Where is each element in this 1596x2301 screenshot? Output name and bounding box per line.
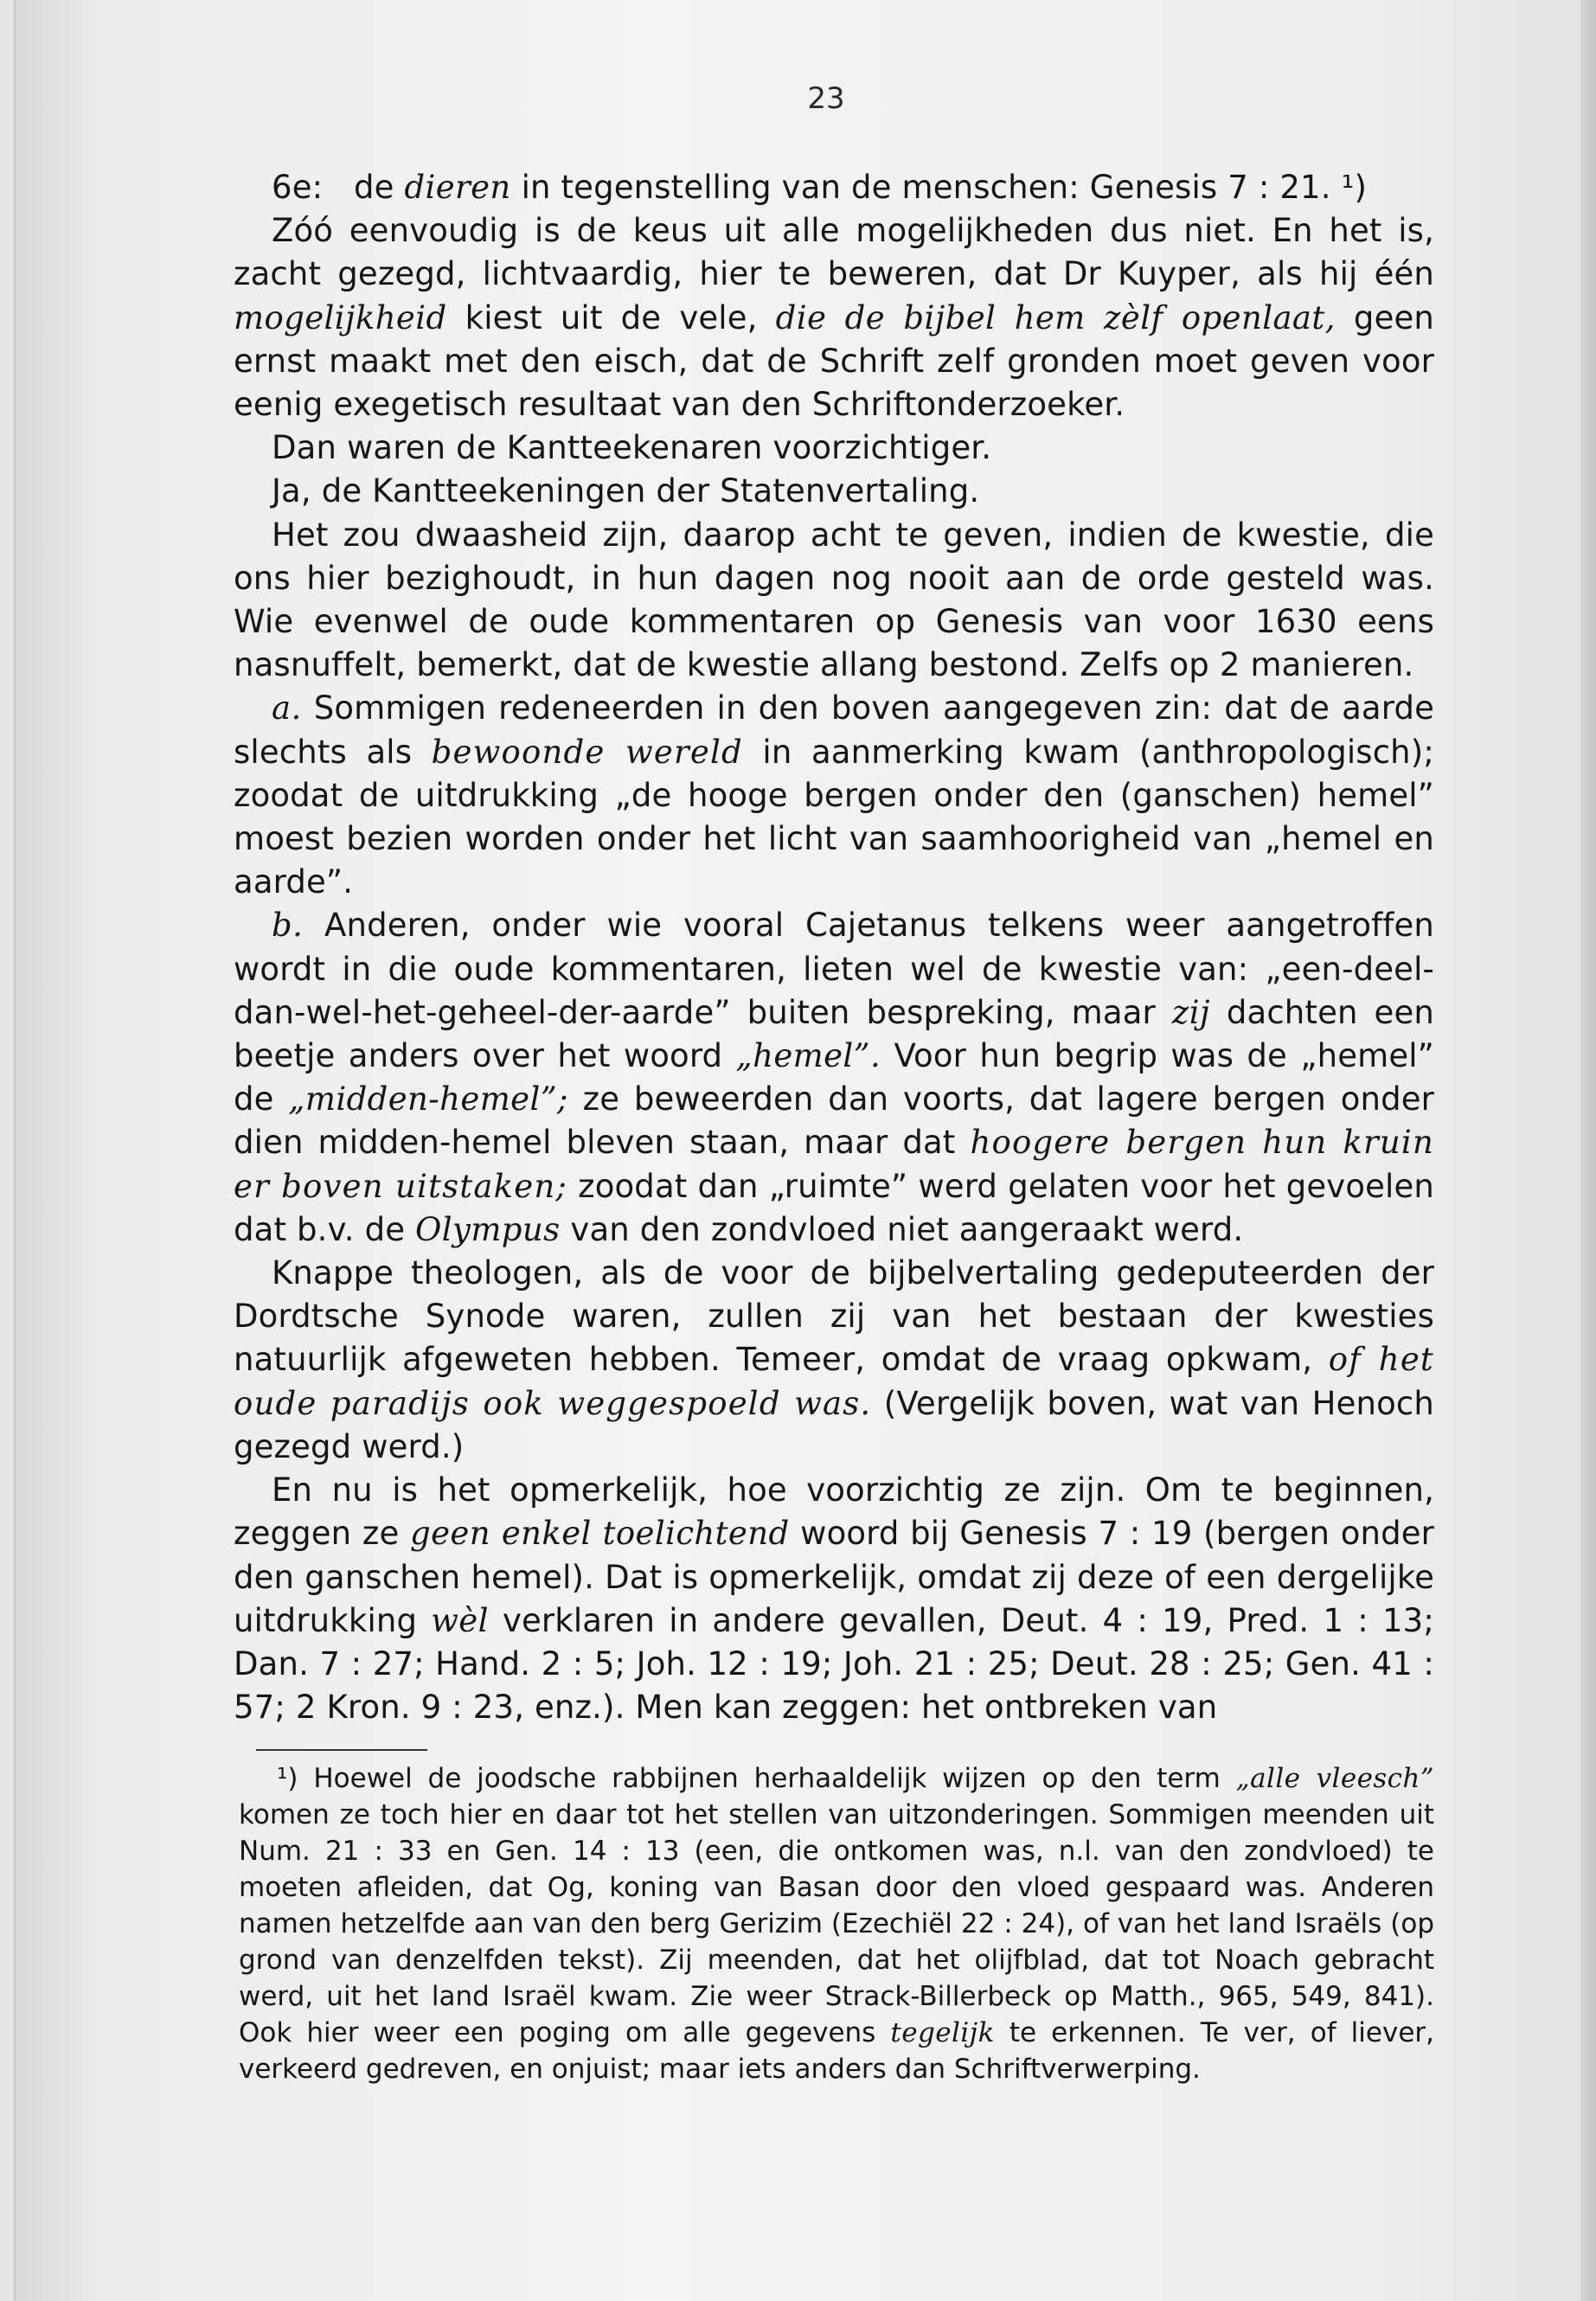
paragraph: Zóó eenvoudig is de keus uit alle mogelijkheden dus niet. En het is, zacht gezegd, lichtvaardig, hier te beweren, dat Dr Kuyper, als hij één mogelijkheid kiest uit de vele, die de bijbel hem zèlf openlaat, geen ernst maakt met den eisch, dat de Schrift zelf gronden moet geven voor eenig exegetisch resultaat van den Schriftonderzoeker. <box>234 212 1434 424</box>
paragraph: a. Sommigen redeneerden in den boven aangegeven zin: dat de aarde slechts als bewoonde wereld in aanmerking kwam (anthropologisch); zoodat de uitdrukking „de hooge bergen onder den (ganschen) hemel” moest bezien worden onder het licht van saamhoorigheid van „hemel en aarde”. <box>234 689 1434 901</box>
footnote: ¹) Hoewel de joodsche rabbijnen herhaaldelijk wijzen op den term „alle vleesch” komen ze toch hier en daar tot het stellen van uitzonderingen. Sommigen meenden uit Num. 21 : 33 en Gen. 14 : 13 (een, die ontkomen was, n.l. van den zondvloed) te moeten afleiden, dat Og, koning van Basan door den vloed gespaard was. Anderen namen hetzelfde aan van den berg Gerizim (Ezechiël 22 : 24), of van het land Israëls (op grond van denzelfden tekst). Zij meenden, dat het olijfblad, dat tot Noach gebracht werd, uit het land Israël kwam. Zie weer Strack-Billerbeck op Matth., 965, 549, 841). Ook hier weer een poging om alle gegevens tegelijk te erkennen. Te ver, of liever, verkeerd gedreven, en onjuist; maar iets anders dan Schriftverwerping. <box>239 1763 1434 2085</box>
page-number: 23 <box>807 81 845 116</box>
paragraph: Het zou dwaasheid zijn, daarop acht te geven, indien de kwestie, die ons hier bezighoudt, in hun dagen nog nooit aan de orde gesteld was. Wie evenwel de oude kommentaren op Genesis van voor 1630 eens nasnuffelt, bemerkt, dat de kwestie allang bestond. Zelfs op 2 manieren. <box>234 516 1434 684</box>
footnote-separator <box>256 1749 427 1751</box>
page-edge-shadow <box>1580 0 1596 2301</box>
paragraph: Ja, de Kantteekeningen der Statenvertaling. <box>272 472 980 510</box>
paragraph: En nu is het opmerkelijk, hoe voorzichtig ze zijn. Om te beginnen, zeggen ze geen enkel toelichtend woord bij Genesis 7 : 19 (bergen onder den ganschen hemel). Dat is opmerkelijk, omdat zij deze of een dergelijke uitdrukking wèl verklaren in andere gevallen, Deut. 4 : 19, Pred. 1 : 13; Dan. 7 : 27; Hand. 2 : 5; Joh. 12 : 19; Joh. 21 : 25; Deut. 28 : 25; Gen. 41 : 57; 2 Kron. 9 : 23, enz.). Men kan zeggen: het ontbreken van <box>234 1471 1434 1727</box>
paragraph: Dan waren de Kantteekenaren voorzichtiger. <box>272 429 992 467</box>
paragraph: b. Anderen, onder wie vooral Cajetanus telkens weer aangetroffen wordt in die oude kommentaren, lieten wel de kwestie van: „een-deel-dan-wel-het-geheel-der-aarde” buiten bespreking, maar zij dachten een beetje anders over het woord „hemel”. Voor hun begrip was de „hemel” de „midden-hemel”; ze beweerden dan voorts, dat lagere bergen onder dien midden-hemel bleven staan, maar dat hoogere bergen hun kruin er boven uitstaken; zoodat dan „ruimte” werd gelaten voor het gevoelen dat b.v. de Olympus van den zondvloed niet aangeraakt werd. <box>234 907 1434 1248</box>
footnotes <box>239 1760 1434 2087</box>
paragraph: 6e: de dieren in tegenstelling van de menschen: Genesis 7 : 21. ¹) <box>272 169 1368 206</box>
paragraph: Knappe theologen, als de voor de bijbelvertaling gedeputeerden der Dordtsche Synode waren, zullen zij van het bestaan der kwesties natuurlijk afgeweten hebben. Temeer, omdat de vraag opkwam, of het oude paradijs ook weggespoeld was. (Vergelijk boven, wat van Henoch gezegd werd.) <box>234 1254 1434 1465</box>
body-text <box>234 166 1434 1729</box>
